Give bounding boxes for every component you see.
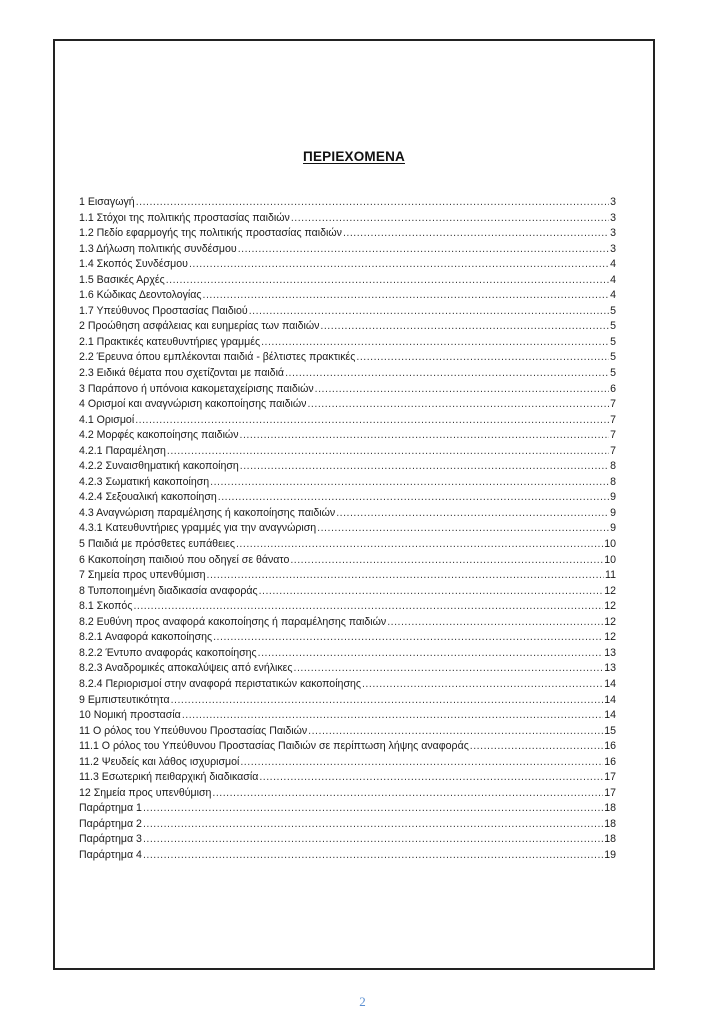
toc-entry-label: 8.2.4 Περιορισμοί στην αναφορά περιστατικών κακοποίησης xyxy=(79,677,361,690)
toc-entry-label: 1.3 Δήλωση πολιτικής συνδέσμου xyxy=(79,242,237,255)
toc-entry-label: 4.2.2 Συναισθηματική κακοποίηση xyxy=(79,460,239,473)
toc-dot-leader xyxy=(290,553,603,569)
toc-entry-page: 4 xyxy=(610,289,616,302)
toc-entry[interactable] xyxy=(79,739,616,755)
toc-entry[interactable] xyxy=(79,319,616,335)
toc-dot-leader xyxy=(135,413,609,429)
toc-entry-page: 7 xyxy=(610,413,616,426)
toc-entry-page: 5 xyxy=(610,367,616,380)
toc-entry[interactable] xyxy=(79,770,616,786)
toc-entry-page: 14 xyxy=(604,709,616,722)
toc-entry[interactable] xyxy=(79,724,616,740)
toc-dot-leader xyxy=(259,770,603,786)
toc-dot-leader xyxy=(240,755,603,771)
toc-entry-page: 14 xyxy=(604,693,616,706)
toc-dot-leader xyxy=(470,739,603,755)
toc-entry-page: 18 xyxy=(604,833,616,846)
toc-entry-label: 1.2 Πεδίο εφαρμογής της πολιτικής προστασίας παιδιών xyxy=(79,227,342,240)
toc-entry[interactable] xyxy=(79,817,616,833)
toc-entry-label: Παράρτημα 2 xyxy=(79,817,142,830)
toc-entry-page: 18 xyxy=(604,802,616,815)
page-border-frame xyxy=(53,39,655,970)
toc-entry-page: 5 xyxy=(610,335,616,348)
toc-entry-label: 1.6 Κώδικας Δεοντολογίας xyxy=(79,289,202,302)
toc-entry[interactable] xyxy=(79,630,616,646)
toc-entry-label: 4.2.3 Σωματική κακοποίηση xyxy=(79,475,210,488)
toc-entry-page: 5 xyxy=(610,304,616,317)
toc-entry-page: 17 xyxy=(604,786,616,799)
toc-entry-page: 16 xyxy=(604,740,616,753)
toc-entry-page: 13 xyxy=(604,646,616,659)
toc-dot-leader xyxy=(136,195,609,211)
toc-entry-page: 10 xyxy=(604,553,616,566)
toc-entry-page: 5 xyxy=(610,351,616,364)
toc-entry-label: 1 Εισαγωγή xyxy=(79,196,135,208)
toc-entry-page: 3 xyxy=(610,211,616,224)
toc-dot-leader xyxy=(387,615,603,631)
toc-entry-page: 13 xyxy=(604,662,616,675)
toc-entry-label: 7 Σημεία προς υπενθύμιση xyxy=(79,569,206,582)
toc-entry[interactable] xyxy=(79,537,616,553)
toc-entry-label: 8.2.1 Αναφορά κακοποίησης xyxy=(79,631,213,644)
toc-entry-page: 16 xyxy=(604,755,616,768)
toc-entry[interactable] xyxy=(79,584,616,600)
toc-dot-leader xyxy=(203,288,610,304)
toc-entry[interactable] xyxy=(79,801,616,817)
toc-entry-page: 12 xyxy=(604,600,616,613)
toc-entry-label: 9 Εμπιστευτικότητα xyxy=(79,693,170,706)
toc-entry-label: 11.2 Ψευδείς και λάθος ισχυρισμοί xyxy=(79,755,240,768)
toc-entry[interactable] xyxy=(79,382,616,398)
toc-entry-page: 3 xyxy=(610,196,616,208)
toc-entry[interactable] xyxy=(79,521,616,537)
toc-entry[interactable] xyxy=(79,693,616,709)
toc-entry-label: Παράρτημα 3 xyxy=(79,833,142,846)
toc-entry[interactable] xyxy=(79,273,616,289)
toc-entry-page: 9 xyxy=(610,506,616,519)
toc-dot-leader xyxy=(212,786,603,802)
toc-entry-label: 11 Ο ρόλος του Υπεύθυνου Προστασίας Παιδιών xyxy=(79,724,308,737)
toc-dot-leader xyxy=(343,226,609,242)
toc-dot-leader xyxy=(236,537,603,553)
toc-dot-leader xyxy=(249,304,609,320)
toc-dot-leader xyxy=(143,848,603,864)
toc-dot-leader xyxy=(320,319,609,335)
toc-dot-leader xyxy=(240,459,609,475)
toc-entry[interactable] xyxy=(79,257,616,273)
toc-dot-leader xyxy=(307,397,609,413)
toc-entry-label: Παράρτημα 1 xyxy=(79,802,142,815)
toc-dot-leader xyxy=(213,630,603,646)
toc-entry[interactable] xyxy=(79,366,616,382)
toc-dot-leader xyxy=(308,724,603,740)
toc-entry[interactable] xyxy=(79,661,616,677)
toc-entry[interactable] xyxy=(79,226,616,242)
toc-entry[interactable] xyxy=(79,413,616,429)
toc-entry-label: 1.4 Σκοπός Συνδέσμου xyxy=(79,258,188,271)
toc-entry-label: 4.2.4 Σεξουαλική κακοποίηση xyxy=(79,491,217,504)
toc-entry[interactable] xyxy=(79,211,616,227)
toc-entry-page: 3 xyxy=(610,242,616,255)
toc-entry-page: 8 xyxy=(610,475,616,488)
toc-entry-page: 12 xyxy=(604,615,616,628)
toc-dot-leader xyxy=(171,693,604,709)
toc-entry-label: 4 Ορισμοί και αναγνώριση κακοποίησης παιδιών xyxy=(79,398,307,411)
page-number: 2 xyxy=(359,994,366,1009)
toc-entry-label: 2.3 Ειδικά θέματα που σχετίζονται με παιδιά xyxy=(79,367,285,380)
toc-entry-label: 4.3.1 Κατευθυντήριες γραμμές για την αναγνώριση xyxy=(79,522,317,535)
toc-entry[interactable] xyxy=(79,786,616,802)
toc-entry[interactable] xyxy=(79,599,616,615)
toc-entry-page: 7 xyxy=(610,398,616,411)
toc-dot-leader xyxy=(294,661,604,677)
toc-entry-page: 17 xyxy=(604,771,616,784)
toc-dot-leader xyxy=(143,801,603,817)
toc-entry-label: 2.2 Έρευνα όπου εμπλέκονται παιδιά - βέλτιστες πρακτικές xyxy=(79,351,356,364)
toc-dot-leader xyxy=(356,350,609,366)
toc-entry-label: 4.2 Μορφές κακοποίησης παιδιών xyxy=(79,429,239,442)
toc-dot-leader xyxy=(315,382,609,398)
toc-entry-label: 11.3 Εσωτερική πειθαρχική διαδικασία xyxy=(79,771,259,784)
toc-entry-page: 8 xyxy=(610,460,616,473)
toc-entry-label: 8.2.2 Έντυπο αναφοράς κακοποίησης xyxy=(79,646,257,659)
toc-dot-leader xyxy=(167,444,609,460)
toc-entry-page: 11 xyxy=(605,569,616,582)
toc-entry[interactable] xyxy=(79,646,616,662)
toc-entry[interactable] xyxy=(79,506,616,522)
toc-dot-leader xyxy=(291,211,609,227)
toc-dot-leader xyxy=(317,521,609,537)
toc-entry[interactable] xyxy=(79,490,616,506)
toc-entry-page: 19 xyxy=(604,848,616,861)
toc-dot-leader xyxy=(336,506,609,522)
toc-entry-label: 11.1 Ο ρόλος του Υπεύθυνου Προστασίας Παιδιών σε περίπτωση λήψης αναφοράς xyxy=(79,740,469,753)
toc-entry[interactable] xyxy=(79,335,616,351)
toc-entry-label: 2 Προώθηση ασφάλειας και ευημερίας των παιδιών xyxy=(79,320,320,333)
toc-title: ΠΕΡΙΕΧΟΜΕΝΑ xyxy=(303,149,405,164)
toc-entry-page: 5 xyxy=(610,320,616,333)
toc-dot-leader xyxy=(240,428,610,444)
toc-entry-label: 6 Κακοποίηση παιδιού που οδηγεί σε θάνατο xyxy=(79,553,290,566)
toc-entry-page: 9 xyxy=(610,522,616,535)
toc-entry-label: 5 Παιδιά με πρόσθετες ευπάθειες xyxy=(79,538,235,551)
toc-entry-page: 3 xyxy=(610,227,616,240)
toc-entry-page: 6 xyxy=(610,382,616,395)
toc-dot-leader xyxy=(259,584,604,600)
toc-entry[interactable] xyxy=(79,304,616,320)
toc-entry[interactable] xyxy=(79,195,616,211)
toc-entry-label: Παράρτημα 4 xyxy=(79,848,142,861)
toc-entry-label: 4.2.1 Παραμέληση xyxy=(79,444,166,457)
toc-entry[interactable] xyxy=(79,553,616,569)
toc-dot-leader xyxy=(238,242,609,258)
toc-entry-page: 7 xyxy=(610,444,616,457)
toc-dot-leader xyxy=(218,490,609,506)
toc-entry[interactable] xyxy=(79,677,616,693)
table-of-contents xyxy=(79,195,616,864)
toc-entry-page: 15 xyxy=(604,724,616,737)
toc-entry[interactable] xyxy=(79,568,616,584)
toc-entry-label: 1.1 Στόχοι της πολιτικής προστασίας παιδιών xyxy=(79,211,290,224)
toc-dot-leader xyxy=(143,817,603,833)
toc-dot-leader xyxy=(166,273,609,289)
toc-dot-leader xyxy=(189,257,609,273)
toc-entry-page: 10 xyxy=(604,538,616,551)
toc-entry[interactable] xyxy=(79,350,616,366)
toc-dot-leader xyxy=(182,708,603,724)
toc-entry[interactable] xyxy=(79,848,616,864)
toc-entry-page: 4 xyxy=(610,258,616,271)
toc-dot-leader xyxy=(258,646,604,662)
toc-entry[interactable] xyxy=(79,242,616,258)
toc-entry-label: 1.7 Υπεύθυνος Προστασίας Παιδιού xyxy=(79,304,248,317)
toc-entry-label: 4.1 Ορισμοί xyxy=(79,413,135,426)
toc-entry[interactable] xyxy=(79,288,616,304)
toc-entry-label: 8.2.3 Αναδρομικές αποκαλύψεις από ενήλικες xyxy=(79,662,293,675)
toc-entry-label: 12 Σημεία προς υπενθύμιση xyxy=(79,786,212,799)
toc-entry-page: 4 xyxy=(610,273,616,286)
toc-entry-page: 12 xyxy=(604,584,616,597)
toc-entry-label: 1.5 Βασικές Αρχές xyxy=(79,273,165,286)
toc-entry-page: 9 xyxy=(610,491,616,504)
toc-entry-page: 7 xyxy=(610,429,616,442)
toc-entry[interactable] xyxy=(79,615,616,631)
toc-dot-leader xyxy=(285,366,609,382)
toc-dot-leader xyxy=(207,568,605,584)
toc-dot-leader xyxy=(210,475,609,491)
toc-dot-leader xyxy=(261,335,609,351)
toc-entry[interactable] xyxy=(79,708,616,724)
toc-entry-label: 10 Νομική προστασία xyxy=(79,709,181,722)
toc-entry[interactable] xyxy=(79,459,616,475)
toc-entry-page: 14 xyxy=(604,677,616,690)
toc-entry-label: 3 Παράπονο ή υπόνοια κακομεταχείρισης παιδιών xyxy=(79,382,314,395)
toc-entry-label: 8 Τυποποιημένη διαδικασία αναφοράς xyxy=(79,584,258,597)
toc-entry-label: 8.2 Ευθύνη προς αναφορά κακοποίησης ή παραμέλησης παιδιών xyxy=(79,615,387,628)
toc-entry[interactable] xyxy=(79,397,616,413)
toc-dot-leader xyxy=(143,832,603,848)
toc-entry-page: 18 xyxy=(604,817,616,830)
toc-dot-leader xyxy=(133,599,603,615)
toc-entry[interactable] xyxy=(79,832,616,848)
toc-entry-label: 4.3 Αναγνώριση παραμέλησης ή κακοποίησης παιδιών xyxy=(79,506,336,519)
toc-dot-leader xyxy=(362,677,603,693)
toc-entry[interactable] xyxy=(79,475,616,491)
toc-entry[interactable] xyxy=(79,755,616,771)
toc-entry-label: 8.1 Σκοπός xyxy=(79,600,133,613)
toc-entry-page: 12 xyxy=(604,631,616,644)
toc-entry[interactable] xyxy=(79,428,616,444)
toc-entry[interactable] xyxy=(79,444,616,460)
toc-entry-label: 2.1 Πρακτικές κατευθυντήριες γραμμές xyxy=(79,335,261,348)
